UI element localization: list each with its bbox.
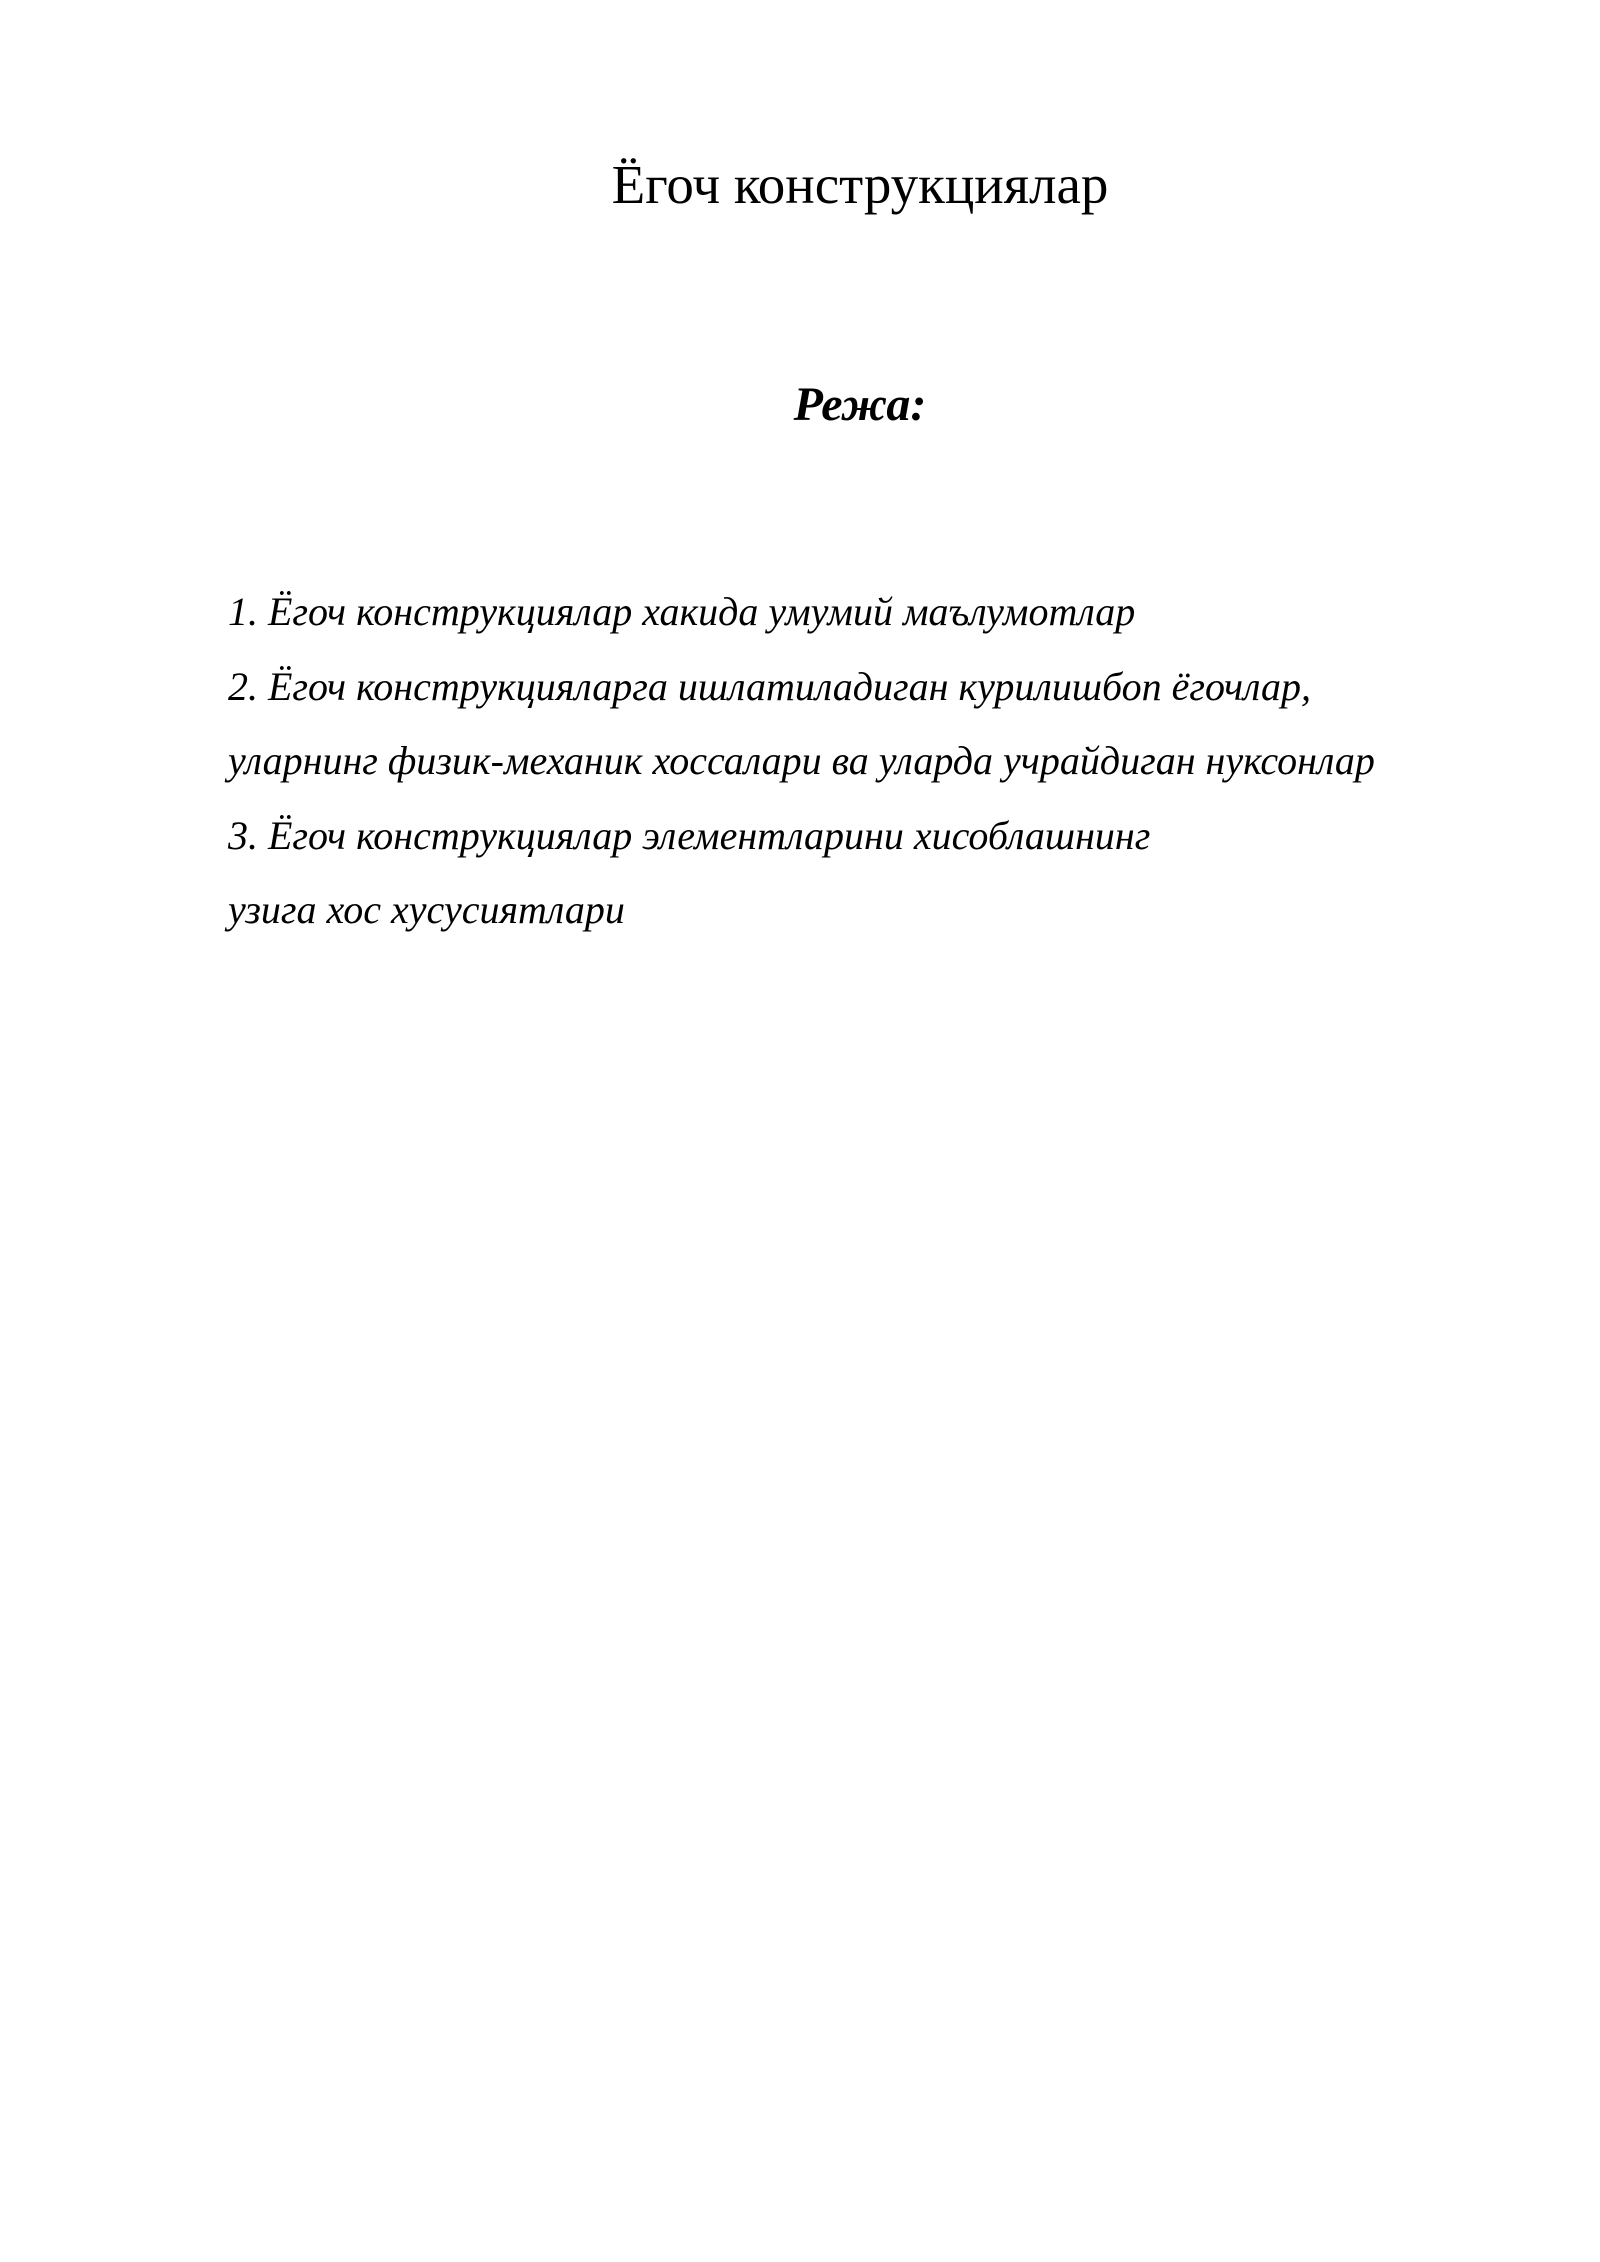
plan-heading: Режа: bbox=[793, 378, 927, 431]
plan-item-1 bbox=[228, 575, 1548, 650]
plan-item-continuation: узига хос хусусиятлари bbox=[228, 887, 625, 932]
document-title: Ёгоч конструкциялар bbox=[611, 154, 1109, 215]
plan-item-continuation: уларнинг физик-механик хоссалари ва уларда учрайдиган нуксонлар bbox=[228, 738, 1375, 783]
plan-item-number: 1. bbox=[228, 589, 258, 634]
plan-item-3 bbox=[228, 799, 1548, 948]
plan-list bbox=[228, 575, 1548, 948]
plan-item-2 bbox=[228, 650, 1548, 799]
plan-item-line bbox=[228, 650, 1548, 725]
plan-item-line bbox=[228, 799, 1548, 874]
plan-item-text: Ёгоч конструкциялар хакида умумий маълумотлар bbox=[268, 589, 1136, 634]
plan-item-text: Ёгоч конструкциялар элементларини хисоблашнинг bbox=[268, 812, 1151, 858]
plan-item-number: 3. bbox=[228, 812, 258, 858]
plan-item-line bbox=[228, 575, 1548, 650]
plan-item-text: Ёгоч конструкцияларга ишлатиладиган курилишбоп ёгочлар, bbox=[268, 663, 1311, 709]
plan-item-number: 2. bbox=[228, 663, 258, 709]
